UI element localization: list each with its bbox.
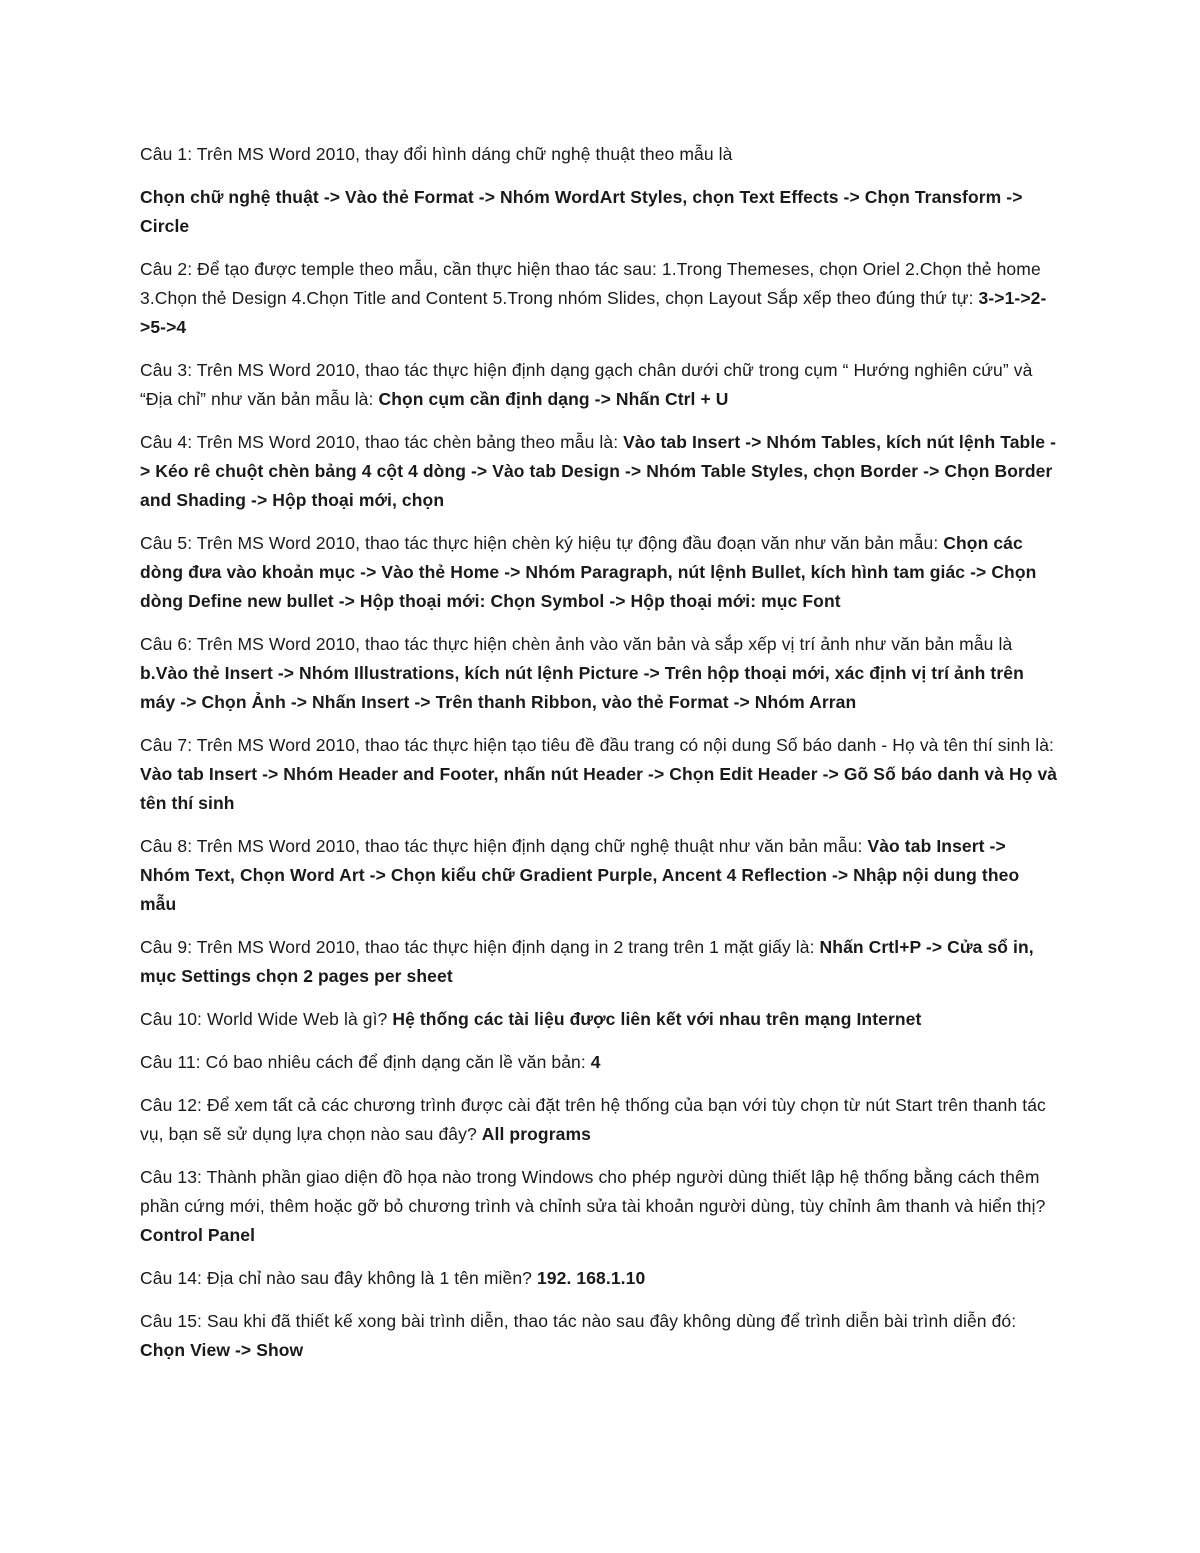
question-text: Câu 9: Trên MS Word 2010, thao tác thực hiện định dạng in 2 trang trên 1 mặt giấy là: [140, 937, 820, 957]
question-paragraph-16 [140, 1307, 1060, 1365]
answer-text: Chọn cụm cần định dạng -> Nhấn Ctrl + U [378, 389, 729, 409]
question-paragraph-4 [140, 356, 1060, 414]
question-paragraph-7 [140, 630, 1060, 717]
document-page [140, 140, 1060, 1379]
question-text: Câu 10: World Wide Web là gì? [140, 1009, 393, 1029]
question-text: Câu 7: Trên MS Word 2010, thao tác thực hiện tạo tiêu đề đầu trang có nội dung Số báo danh - Họ và tên thí sinh là: [140, 735, 1055, 755]
answer-text: 3->1->2->5->4 [140, 288, 1047, 337]
question-paragraph-10 [140, 933, 1060, 991]
question-text: Câu 13: Thành phần giao diện đồ họa nào trong Windows cho phép người dùng thiết lập hệ thống bằng cách thêm phần cứng mới, thêm hoặc gỡ bỏ chương trình và chỉnh sửa tài khoản người dùng, tùy chỉnh âm thanh và hiển thị? [140, 1167, 1046, 1216]
answer-text: Hệ thống các tài liệu được liên kết với nhau trên mạng Internet [392, 1009, 922, 1029]
question-text: Câu 14: Địa chỉ nào sau đây không là 1 tên miền? [140, 1268, 537, 1288]
question-text: Câu 6: Trên MS Word 2010, thao tác thực hiện chèn ảnh vào văn bản và sắp xếp vị trí ảnh như văn bản mẫu là [140, 634, 1013, 654]
answer-text: Chọn chữ nghệ thuật -> Vào thẻ Format -> Nhóm WordArt Styles, chọn Text Effects -> Chọn Transform -> Circle [140, 187, 1023, 236]
question-text: Câu 8: Trên MS Word 2010, thao tác thực hiện định dạng chữ nghệ thuật như văn bản mẫu: [140, 836, 868, 856]
question-paragraph-15 [140, 1264, 1060, 1293]
question-text: Câu 1: Trên MS Word 2010, thay đổi hình dáng chữ nghệ thuật theo mẫu là [140, 144, 733, 164]
answer-text: 192. 168.1.10 [536, 1268, 646, 1288]
answer-text: Chọn các dòng đưa vào khoản mục -> Vào thẻ Home -> Nhóm Paragraph, nút lệnh Bullet, kích hình tam giác -> Chọn dòng Define new bullet -> Hộp thoại mới: Chọn Symbol -> Hộp thoại mới: mục Font [140, 533, 1037, 611]
question-paragraph-14 [140, 1163, 1060, 1250]
question-text: Câu 11: Có bao nhiêu cách để định dạng căn lề văn bản: [140, 1052, 591, 1072]
answer-text: Chọn View -> Show [140, 1340, 304, 1360]
question-paragraph-3 [140, 255, 1060, 342]
answer-text: 4 [590, 1052, 601, 1072]
question-paragraph-1 [140, 140, 1060, 169]
answer-text: Control Panel [140, 1225, 256, 1245]
question-paragraph-13 [140, 1091, 1060, 1149]
question-text: Câu 12: Để xem tất cả các chương trình được cài đặt trên hệ thống của bạn với tùy chọn từ nút Start trên thanh tác vụ, bạn sẽ sử dụng lựa chọn nào sau đây? [140, 1095, 1046, 1144]
question-paragraph-5 [140, 428, 1060, 515]
answer-text: Vào tab Insert -> Nhóm Tables, kích nút lệnh Table -> Kéo rê chuột chèn bảng 4 cột 4 dòng -> Vào tab Design -> Nhóm Table Styles, chọn Border -> Chọn Border and Shading -> Hộp thoại mới, chọn [140, 432, 1057, 510]
question-paragraph-6 [140, 529, 1060, 616]
answer-text: Nhấn Crtl+P -> Cửa sổ in, mục Settings chọn 2 pages per sheet [140, 937, 1034, 986]
question-text: Câu 3: Trên MS Word 2010, thao tác thực hiện định dạng gạch chân dưới chữ trong cụm “ Hướng nghiên cứu” và “Địa chỉ” như văn bản mẫu là: [140, 360, 1033, 409]
question-paragraph-9 [140, 832, 1060, 919]
answer-text: Vào tab Insert -> Nhóm Text, Chọn Word Art -> Chọn kiểu chữ Gradient Purple, Ancent 4 Reflection -> Nhập nội dung theo mẫu [140, 836, 1020, 914]
question-paragraph-2 [140, 183, 1060, 241]
question-text: Câu 2: Để tạo được temple theo mẫu, cần thực hiện thao tác sau: 1.Trong Themeses, chọn Oriel 2.Chọn thẻ home 3.Chọn thẻ Design 4.Chọn Title and Content 5.Trong nhóm Slides, chọn Layout Sắp xếp theo đúng thứ tự: [140, 259, 1041, 308]
question-text: Câu 5: Trên MS Word 2010, thao tác thực hiện chèn ký hiệu tự động đầu đoạn văn như văn bản mẫu: [140, 533, 944, 553]
question-text: Câu 4: Trên MS Word 2010, thao tác chèn bảng theo mẫu là: [140, 432, 624, 452]
answer-text: Vào tab Insert -> Nhóm Header and Footer, nhấn nút Header -> Chọn Edit Header -> Gõ Số báo danh và Họ và tên thí sinh [140, 764, 1058, 813]
answer-text: All programs [481, 1124, 591, 1144]
answer-text: b.Vào thẻ Insert -> Nhóm Illustrations, kích nút lệnh Picture -> Trên hộp thoại mới, xác định vị trí ảnh trên máy -> Chọn Ảnh -> Nhấn Insert -> Trên thanh Ribbon, vào thẻ Format -> Nhóm Arran [140, 663, 1024, 712]
question-paragraph-12 [140, 1048, 1060, 1077]
question-paragraph-8 [140, 731, 1060, 818]
question-paragraph-11 [140, 1005, 1060, 1034]
question-text: Câu 15: Sau khi đã thiết kế xong bài trình diễn, thao tác nào sau đây không dùng để trình diễn bài trình diễn đó: [140, 1311, 1017, 1331]
